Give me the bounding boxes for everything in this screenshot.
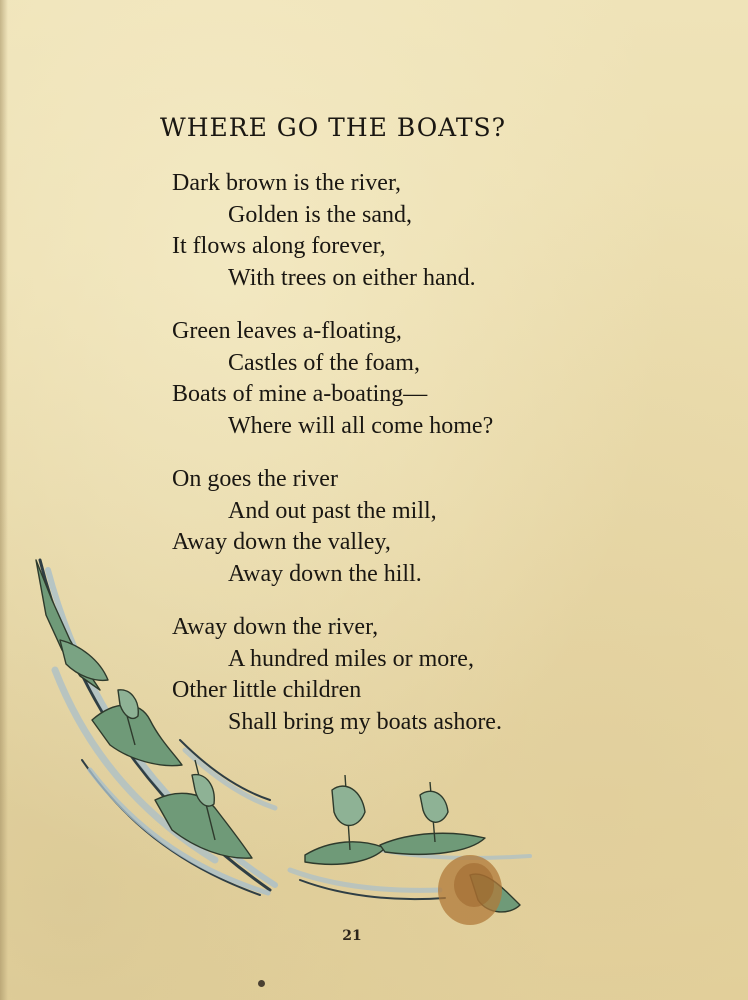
ornament-dot [258,980,265,987]
water-streak [180,740,270,800]
leaf-boat [380,833,485,854]
poem-line: On goes the river [172,466,338,492]
poem-line: Other little children [172,677,362,703]
poem-line: Boats of mine a-boating— [172,381,428,407]
poem-line: And out past the mill, [228,497,437,524]
poem-line: Where will all come home? [228,412,494,439]
paper-stain [454,863,494,907]
poem-line: Castles of the foam, [228,349,420,376]
leaf-sail [420,791,448,822]
poem-line: Golden is the sand, [228,201,412,228]
poem-line: It flows along forever, [172,233,386,259]
leaf-boat [60,640,108,680]
page-number: 21 [342,928,362,944]
water-streak [290,870,440,890]
poem-line: Away down the hill. [228,560,422,587]
poem-title: WHERE GO THE BOATS? [160,113,507,142]
poem-line: A hundred miles or more, [228,645,474,672]
leaf-boat [305,842,385,864]
poem-line: Shall bring my boats ashore. [228,708,502,735]
leaf-sail [332,786,365,825]
poem-line: Away down the river, [172,614,379,640]
poem-line: Green leaves a-floating, [172,318,402,344]
poem-line: Dark brown is the river, [172,170,401,196]
poem-line: Away down the valley, [172,529,391,555]
poem-line: With trees on either hand. [228,264,476,291]
